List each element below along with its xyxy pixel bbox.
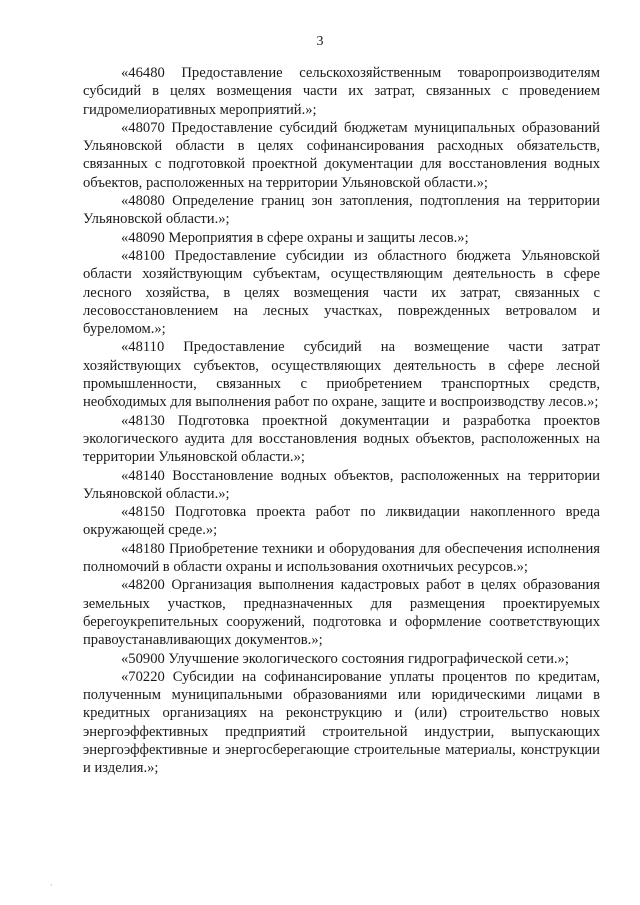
- paragraph-48070: «48070 Предоставление субсидий бюджетам муниципальных образований Ульяновской области в целях софинансирования расходных обязательств, связанных с подготовкой проектной документации для восстановления водных объектов, расположенных на территории Ульяновской области.»;: [83, 119, 600, 191]
- paragraph-48080: «48080 Определение границ зон затопления, подтопления на территории Ульяновской области.»;: [83, 193, 600, 228]
- paragraph-48090: «48090 Мероприятия в сфере охраны и защиты лесов.»;: [121, 229, 469, 246]
- paragraph-48100: «48100 Предоставление субсидии из областного бюджета Ульяновской области хозяйствующим субъектам, осуществляющим деятельность в сфере лесного хозяйства, в целях возмещения части их затрат, связанных с лесовосстановлением на лесных участках, поврежденных ветровалом и буреломом.»;: [83, 247, 600, 338]
- document-body: [83, 64, 600, 778]
- paragraph-48130: «48130 Подготовка проектной документации и разработка проектов экологического аудита для восстановления водных объектов, расположенных на территории Ульяновской области.»;: [83, 412, 600, 466]
- paragraph-50900: «50900 Улучшение экологического состояния гидрографической сети.»;: [121, 650, 569, 667]
- scan-mark: ·: [50, 881, 53, 890]
- paragraph-70220: «70220 Субсидии на софинансирование уплаты процентов по кредитам, полученным муниципальными образованиями или юридическими лицами в кредитных организациях на реконструкцию и (или) строительство новых энергоэффективных предприятий строительной индустрии, выпускающих энергоэффективные и энергосберегающие строительные материалы, конструкции и изделия.»;: [83, 668, 600, 777]
- paragraph-48180: «48180 Приобретение техники и оборудования для обеспечения исполнения полномочий в области охраны и использования охотничьих ресурсов.»;: [83, 540, 600, 576]
- paragraph-46480: «46480 Предоставление сельскохозяйственным товаропроизводителям субсидий в целях возмещения части их затрат, связанных с проведением гидромелиоративных мероприятий.»;: [83, 65, 600, 118]
- paragraph-48200: «48200 Организация выполнения кадастровых работ в целях образования земельных участков, предназначенных для размещения проектируемых берегоукрепительных сооружений, подготовка и оформление соответствующих правоустанавливающих документов.»;: [83, 577, 600, 649]
- paragraph-48140: «48140 Восстановление водных объектов, расположенных на территории Ульяновской области.»;: [83, 467, 600, 502]
- paragraph-48110: «48110 Предоставление субсидий на возмещение части затрат хозяйствующих субъектов, осуществляющих деятельность в сфере лесной промышленности, связанных с приобретением транспортных средств, необходимых для выполнения работ по охране, защите и воспроизводству лесов.»;: [83, 339, 600, 411]
- paragraph-48150: «48150 Подготовка проекта работ по ликвидации накопленного вреда окружающей среде.»;: [83, 504, 600, 539]
- page-number: 3: [316, 34, 324, 49]
